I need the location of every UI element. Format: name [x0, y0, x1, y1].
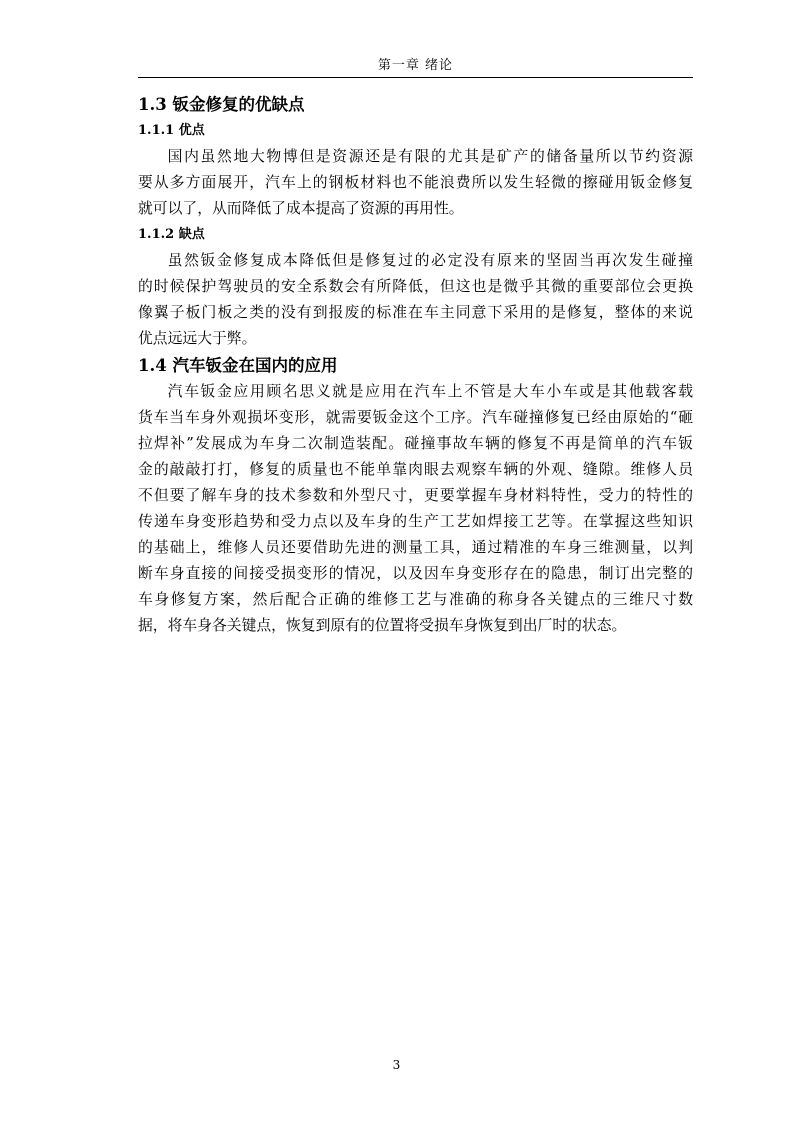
text-line: 传递车身变形趋势和受力点以及车身的生产工艺如焊接工艺等。在掌握这些知识: [138, 513, 693, 530]
text-line: 像翼子板门板之类的没有到报废的标准在车主同意下采用的是修复，整体的来说: [138, 304, 693, 321]
text-line: 货车当车身外观损坏变形，就需要钣金这个工序。汽车碰撞修复已经由原始的“砸: [138, 409, 693, 426]
text-line: 不但要了解车身的技术参数和外型尺寸，更要掌握车身材料特性，受力的特性的: [138, 487, 693, 504]
text-line: 的基础上，维修人员还要借助先进的测量工具，通过精准的车身三维测量，以判: [138, 539, 693, 556]
subsection-heading-disadvantages: 1.1.2 缺点: [138, 227, 205, 242]
paragraph-application: [138, 379, 693, 639]
text-line: 优点远远大于弊。: [138, 330, 257, 347]
header-rule: [138, 77, 693, 78]
text-line: 断车身直接的间接受损变形的情况，以及因车身变形存在的隐患，制订出完整的: [138, 565, 693, 582]
paragraph-disadvantages: [138, 248, 693, 352]
text-line: 要从多方面展开，汽车上的钢板材料也不能浪费所以发生轻微的擦碰用钣金修复: [138, 174, 693, 191]
text-line: 车身修复方案，然后配合正确的维修工艺与准确的称身各关键点的三维尺寸数: [138, 591, 693, 608]
text-line: 的时候保护驾驶员的安全系数会有所降低，但这也是微乎其微的重要部位会更换: [138, 278, 693, 295]
paragraph-advantages: [138, 144, 693, 222]
page-content: [138, 92, 693, 639]
page-number: 3: [392, 1058, 401, 1072]
text-line: 金的敲敲打打，修复的质量也不能单靠肉眼去观察车辆的外观、缝隙。维修人员: [138, 461, 693, 478]
text-line: 就可以了，从而降低了成本提高了资源的再用性。: [138, 200, 464, 217]
text-line: 虽然钣金修复成本降低但是修复过的必定没有原来的坚固当再次发生碰撞: [167, 252, 693, 269]
text-line: 拉焊补”发展成为车身二次制造装配。碰撞事故车辆的修复不再是简单的汽车钣: [138, 435, 693, 452]
subsection-heading-advantages: 1.1.1 优点: [138, 123, 205, 138]
text-line: 据，将车身各关键点，恢复到原有的位置将受损车身恢复到出厂时的状态。: [138, 617, 627, 634]
section-heading-1-4: 1.4 汽车钣金在国内的应用: [138, 356, 338, 375]
section-heading-1-3: 1.3 钣金修复的优缺点: [138, 95, 305, 114]
running-header: 第一章 绪论: [377, 58, 454, 73]
text-line: 国内虽然地大物博但是资源还是有限的尤其是矿产的储备量所以节约资源: [167, 148, 693, 165]
text-line: 汽车钣金应用顾名思义就是应用在汽车上不管是大车小车或是其他载客载: [167, 383, 693, 400]
